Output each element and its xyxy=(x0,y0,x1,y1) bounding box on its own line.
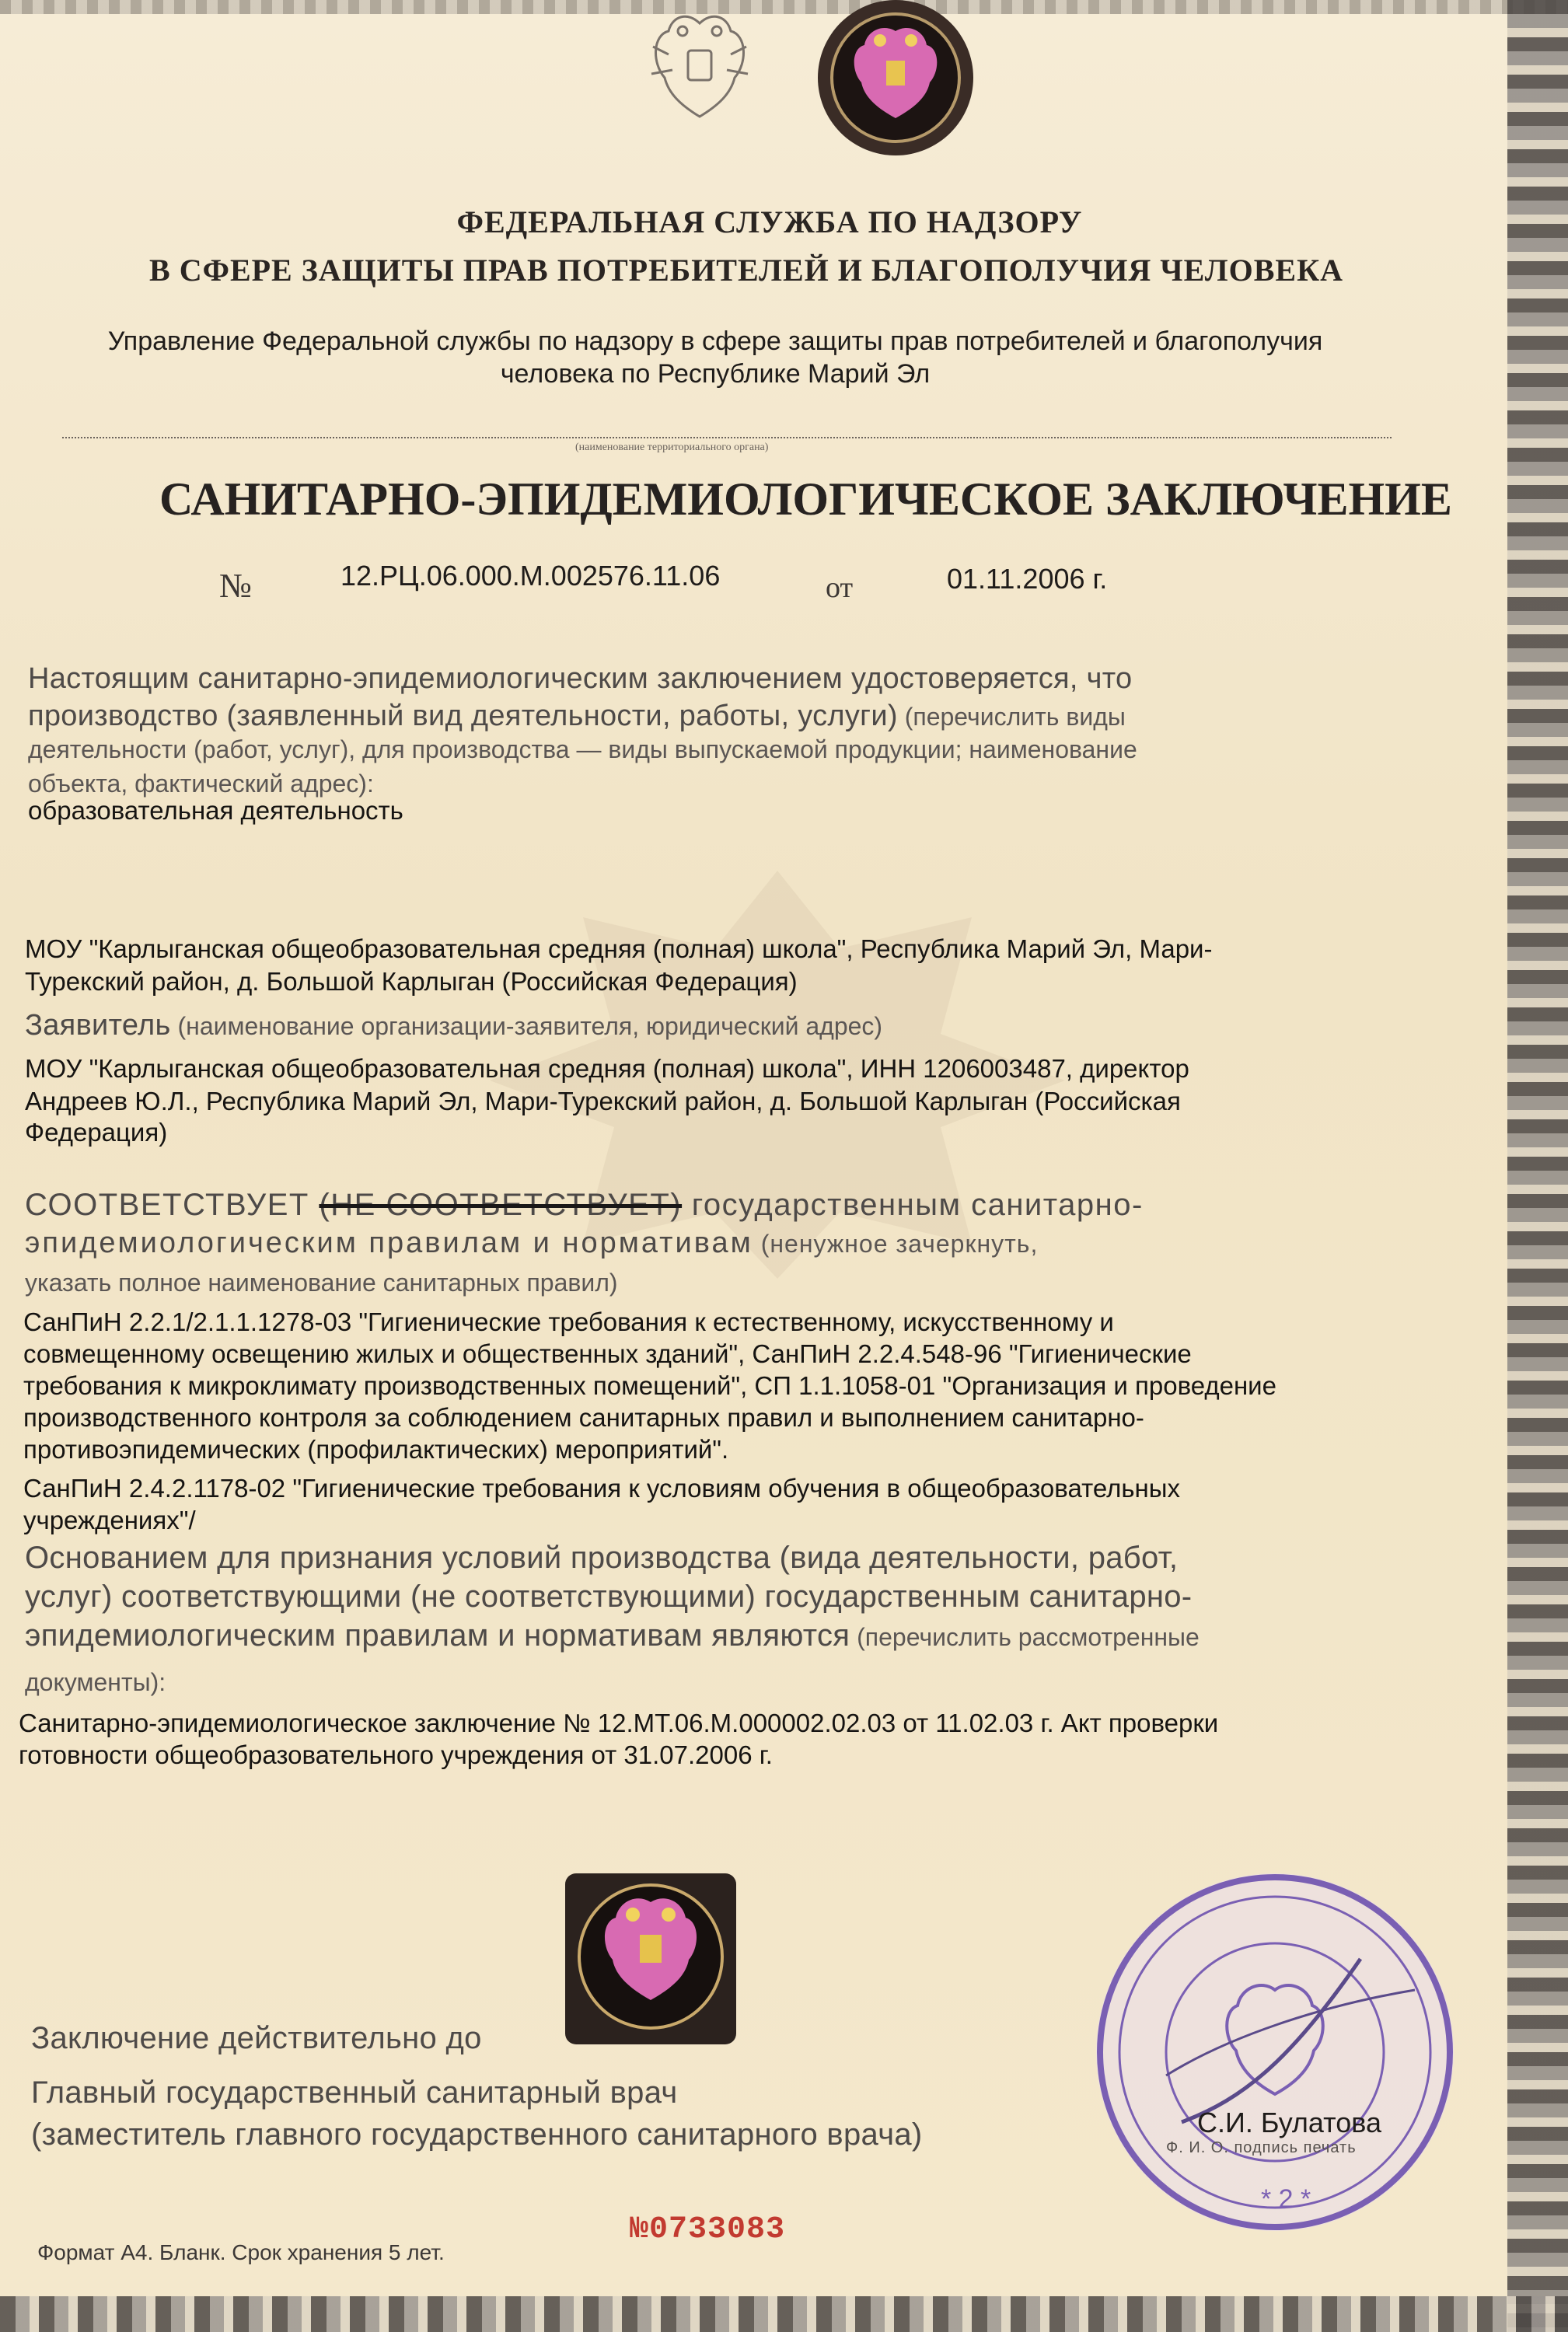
rule-line: противоэпидемических (профилактических) мероприятий". xyxy=(23,1435,729,1464)
svg-text:* 2 *: * 2 * xyxy=(1261,2184,1311,2214)
applicant-label: Заявитель xyxy=(25,1009,171,1042)
guilloche-border-top xyxy=(0,0,1568,14)
basis-line2: услуг) соответствующими (не соответствующими) государственным санитарно- xyxy=(25,1580,1193,1614)
territorial-office-line1: Управление Федеральной службы по надзору в сфере защиты прав потребителей и благополучия xyxy=(107,326,1323,356)
intro-line2-hint: (перечислить виды xyxy=(897,703,1126,731)
rule-line: совмещенному освещению жилых и общественных зданий", СанПиН 2.2.4.548-96 "Гигиенические xyxy=(23,1339,1192,1368)
hologram-seal-icon xyxy=(808,0,983,159)
applicant-line1: МОУ "Карлыганская общеобразовательная средняя (полная) школа", ИНН 1206003487, директор xyxy=(25,1054,1189,1083)
intro-line2 xyxy=(28,700,1126,733)
conformity-line2-hint: (ненужное зачеркнуть, xyxy=(753,1230,1039,1258)
official-round-stamp xyxy=(1088,1866,1461,2239)
territorial-office-line2: человека по Республике Марий Эл xyxy=(500,359,931,389)
number-label: № xyxy=(219,567,252,605)
office-caption: (наименование территориального органа) xyxy=(575,442,769,453)
basis-document-line: готовности общеобразовательного учреждения от 31.07.2006 г. xyxy=(19,1740,773,1769)
intro-line1: Настоящим санитарно-эпидемиологическим заключением удостоверяется, что xyxy=(28,662,1133,695)
conformity-struck-option: (НЕ СООТВЕТСТВУЕТ) xyxy=(319,1188,683,1222)
rule-line: СанПиН 2.2.1/2.1.1.1278-03 "Гигиенические требования к естественному, искусственному и xyxy=(23,1307,1114,1336)
agency-name-line2: В СФЕРЕ ЗАЩИТЫ ПРАВ ПОТРЕБИТЕЛЕЙ И БЛАГОПОЛУЧИЯ ЧЕЛОВЕКА xyxy=(149,253,1343,288)
date-label: от xyxy=(826,571,854,604)
basis-line3 xyxy=(25,1618,1200,1653)
applicant-heading xyxy=(25,1009,882,1042)
validity-label: Заключение действительно до xyxy=(31,2021,482,2055)
signer-role-line1: Главный государственный санитарный врач xyxy=(31,2075,678,2110)
double-headed-eagle-emblem-icon xyxy=(645,8,754,124)
guilloche-border-bottom xyxy=(0,2296,1568,2332)
conformity-rest: государственным санитарно- xyxy=(682,1188,1144,1222)
blank-format-note: Формат А4. Бланк. Срок хранения 5 лет. xyxy=(37,2240,445,2264)
hologram-sticker-icon xyxy=(561,1869,740,2048)
object-line2: Турекский район, д. Большой Карлыган (Российская Федерация) xyxy=(25,967,798,996)
basis-line4: документы): xyxy=(25,1668,166,1696)
document-number: 12.РЦ.06.000.М.002576.11.06 xyxy=(340,560,721,592)
basis-documents xyxy=(19,1707,1218,1771)
signer-role-line2: (заместитель главного государственного санитарного врача) xyxy=(31,2117,923,2152)
basis-line3-main: эпидемиологическим правилам и нормативам являются xyxy=(25,1618,850,1653)
conformity-line2 xyxy=(25,1227,1038,1260)
blank-serial-number: №0733083 xyxy=(630,2212,786,2247)
applicant-hint: (наименование организации-заявителя, юридический адрес) xyxy=(170,1012,883,1040)
agency-name-line1: ФЕДЕРАЛЬНАЯ СЛУЖБА ПО НАДЗОРУ xyxy=(456,204,1083,239)
applicant-line2: Андреев Ю.Л., Республика Марий Эл, Мари-Турекский район, д. Большой Карлыган (Российская xyxy=(25,1087,1181,1115)
activity-value: образовательная деятельность xyxy=(28,796,403,825)
guilloche-border-right xyxy=(1507,0,1568,2332)
applicant-line3: Федерация) xyxy=(25,1118,168,1147)
signature-caption: Ф. И. О. подпись печать xyxy=(1166,2139,1357,2156)
conformity-line1 xyxy=(25,1188,1144,1223)
rule-line: СанПиН 2.4.2.1178-02 "Гигиенические требования к условиям обучения в общеобразовательных xyxy=(23,1474,1180,1503)
rule-line: производственного контроля за соблюдением санитарных правил и выполнением санитарно- xyxy=(23,1403,1144,1432)
intro-line4: объекта, фактический адрес): xyxy=(28,770,374,798)
intro-line2-main: производство (заявленный вид деятельности, работы, услуги) xyxy=(28,700,898,732)
rules-list xyxy=(23,1306,1276,1465)
conformity-status: СООТВЕТСТВУЕТ xyxy=(25,1188,309,1222)
document-title: САНИТАРНО-ЭПИДЕМИОЛОГИЧЕСКОЕ ЗАКЛЮЧЕНИЕ xyxy=(159,473,1452,525)
rule-line: требования к микроклимату производственных помещений", СП 1.1.1058-01 "Организация и проведение xyxy=(23,1371,1276,1400)
signer-name: С.И. Булатова xyxy=(1197,2107,1382,2138)
rule-line: учреждениях"/ xyxy=(23,1506,196,1534)
object-line1: МОУ "Карлыганская общеобразовательная средняя (полная) школа", Республика Марий Эл, Мари- xyxy=(25,934,1213,963)
basis-line1: Основанием для признания условий производства (вида деятельности, работ, xyxy=(25,1541,1179,1575)
conformity-line2-main: эпидемиологическим правилам и нормативам xyxy=(25,1227,753,1259)
conformity-line3: указать полное наименование санитарных правил) xyxy=(25,1269,618,1297)
divider-line xyxy=(62,437,1392,438)
basis-document-line: Санитарно-эпидемиологическое заключение № 12.МТ.06.М.000002.02.03 от 11.02.03 г. Акт проверки xyxy=(19,1709,1219,1737)
document-date: 01.11.2006 г. xyxy=(947,563,1108,595)
basis-line3-hint: (перечислить рассмотренные xyxy=(850,1623,1200,1651)
rules-list-2 xyxy=(23,1472,1180,1536)
intro-line3: деятельности (работ, услуг), для производства — виды выпускаемой продукции; наименование xyxy=(28,735,1137,763)
